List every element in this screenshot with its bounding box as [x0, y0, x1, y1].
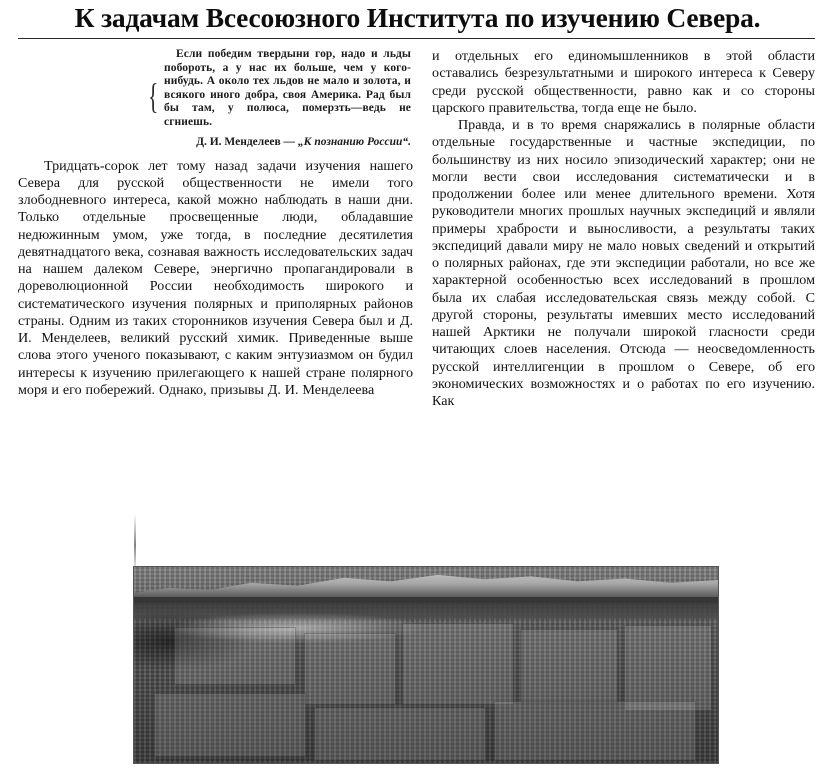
photo-ice-block	[494, 701, 696, 761]
right-column	[432, 48, 815, 410]
epigraph-text: Если победим твердыни гор, надо и льды побороть, а у нас их больше, чем у кого-нибудь. А около тех льдов не мало и золота, и всякого иного добра, своя Америка. Рад был бы там, у полюса, померзть—ведь не сгниешь.	[164, 48, 411, 128]
photo-ice-block	[154, 693, 306, 757]
photo-ice-block	[402, 623, 514, 705]
page-title: К задачам Всесоюзного Института по изучению Севера.	[74, 2, 761, 33]
epigraph-work: „К познанию России“.	[297, 135, 411, 148]
title-divider	[18, 38, 815, 39]
paragraph: Правда, и в то время снаряжались в полярные области отдельные государственные и частные экспедиции, по большинству из них носило эпизодический характер; они не могли вести свои исследования систематически и в продолжении более или менее длительного времени. Хотя руководители многих прошлых научных экспедиций и являли примеры храбрости и выносливости, а результаты таких экспедиций давали миру не мало новых сведений и открытий о полярных районах, где эти экспедиции работали, но все же характерной особенностью всех исследований в прошлом была их слабая исследовательская связь между собой. С другой стороны, результаты имевших место исследований нашей Арктики не получали широкой гласности среди читающих слоев населения. Отсюда — неосведомленность русской интеллигенции в прошлом о Севере, об его экономических возможностях и о работах по его изучению. Как	[432, 117, 815, 409]
photo-ice-block	[520, 629, 618, 703]
brace-mark: {	[148, 76, 159, 116]
left-column-body	[18, 158, 413, 400]
paragraph: и отдельных его единомышленников в этой области оставались безрезультатными и широкого интереса к Северу среди русской общественности, равно как и со стороны царского правительства, тогда еще не было.	[432, 48, 815, 116]
article-photograph	[133, 566, 719, 764]
epigraph-dash: —	[280, 135, 298, 148]
epigraph-author: Д. И. Менделеев	[196, 135, 281, 148]
right-column-body	[432, 48, 815, 410]
photo-ice-block	[624, 625, 712, 711]
photo-ice-block	[314, 707, 486, 761]
photo-ice-block	[174, 627, 296, 685]
left-column	[18, 48, 413, 399]
photo-scratch	[134, 514, 136, 566]
photo-ice-block	[304, 633, 396, 705]
epigraph-block	[164, 48, 411, 130]
paragraph: Тридцать-сорок лет тому назад задачи изучения нашего Севера для русской общественности не имели того злободневного интереса, какой можно наблюдать в наши дни. Только отдельные просвещенные люди, обладавшие недюжинным умом, уже тогда, в последние десятилетия девятнадцатого века, сознавая важность исследовательских задач на нашем далеком Севере, энергично пропагандировали в дореволюционной России необходимость широкого и систематического изучения полярных и приполярных районов страны. Одним из таких сторонников изучения Севера был и Д. И. Менделеев, великий русский химик. Приведенные выше слова этого ученого показывают, с каким энтузиазмом он будил интересы к изучению прилегающего к нашей стране полярного моря и его побережий. Однако, призывы Д. И. Менделеева	[18, 157, 413, 398]
epigraph-attribution	[18, 136, 411, 148]
